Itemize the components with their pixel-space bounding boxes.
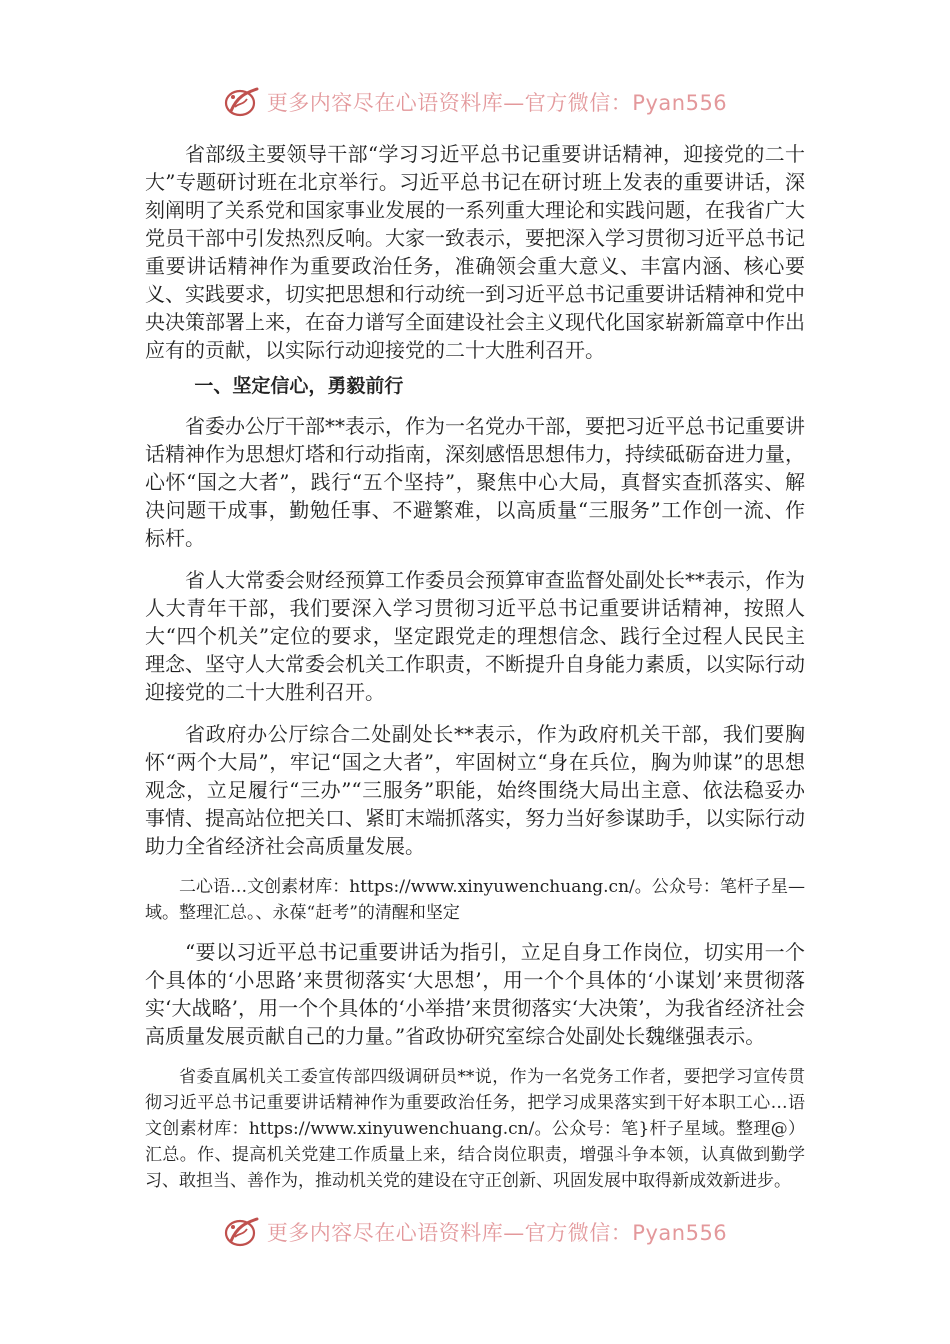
paragraph-quote: “要以习近平总书记重要讲话为指引，立足自身工作岗位，切实用一个个具体的‘小思路’来贯彻落实‘大思想’，用一个个具体的‘小谋划’来贯彻落实‘大战略’，用一个个具体的‘小举措’来贯彻落实‘大决策’，为我省经济社会高质量发展贡献自己的力量。”省政协研究室综合处副处长魏继强表示。 [145, 940, 805, 1048]
paragraph-party-worker: 省委直属机关工委宣传部四级调研员**说，作为一名党务工作者，要把学习宣传贯彻习近平总书记重要讲话精神作为重要政治任务，把学习成果落实到干好本职工心…语文创素材库：https://www.xinyuwenchuang.cn/。公众号：笔}杆子星域。整理@）汇总。作、提高机关党建工作质量上来，结合岗位职责，增强斗争本领，认真做到勤学习、敢担当、善作为，推动机关党的建设在守正创新、巩固发展中取得新成效新进步。 [145, 1067, 805, 1191]
footer-banner [0, 1212, 950, 1252]
banner-text: 更多内容尽在心语资料库—官方微信：Pyan556 [266, 1221, 728, 1245]
paragraph-watermark-line: 二心语…文创素材库：https://www.xinyuwenchuang.cn/。公众号：笔杆子星—域。整理汇总。、永葆“赶考”的清醒和坚定 [145, 877, 805, 923]
header-banner [0, 82, 950, 122]
brush-signature-logo-icon [223, 85, 261, 119]
brush-signature-logo-icon [223, 1215, 261, 1249]
section-heading: 一、坚定信心，勇毅前行 [194, 375, 404, 397]
paragraph-government-cadre: 省政府办公厅综合二处副处长**表示，作为政府机关干部，我们要胸怀“两个大局”，牢记“国之大者”，牢固树立“身在兵位，胸为帅谋”的思想观念，立足履行“三办”“三服务”职能，始终围绕大局出主意、依法稳妥办事情、提高站位把关口、紧盯末端抓落实，努力当好参谋助手，以实际行动助力全省经济社会高质量发展。 [145, 722, 805, 858]
paragraph-office-cadre: 省委办公厅干部**表示，作为一名党办干部，要把习近平总书记重要讲话精神作为思想灯塔和行动指南，深刻感悟思想伟力，持续砥砺奋进力量，心怀“国之大者”，践行“五个坚持”，聚焦中心大局，真督实查抓落实、解决问题干成事，勤勉任事、不避繁难，以高质量“三服务”工作创一流、作标杆。 [145, 414, 805, 550]
article-body [145, 140, 805, 1206]
banner-text: 更多内容尽在心语资料库—官方微信：Pyan556 [266, 91, 728, 115]
intro-paragraph: 省部级主要领导干部“学习习近平总书记重要讲话精神，迎接党的二十大”专题研讨班在北京举行。习近平总书记在研讨班上发表的重要讲话，深刻阐明了关系党和国家事业发展的一系列重大理论和实践问题，在我省广大党员干部中引发热烈反响。大家一致表示，要把深入学习贯彻习近平总书记重要讲话精神作为重要政治任务，准确领会重大意义、丰富内涵、核心要义、实践要求，切实把思想和行动统一到习近平总书记重要讲话精神和党中央决策部署上来，在奋力谱写全面建设社会主义现代化国家崭新篇章中作出应有的贡献，以实际行动迎接党的二十大胜利召开。 [145, 142, 805, 362]
paragraph-npc-cadre: 省人大常委会财经预算工作委员会预算审查监督处副处长**表示，作为人大青年干部，我们要深入学习贯彻习近平总书记重要讲话精神，按照人大“四个机关”定位的要求，坚定跟党走的理想信念、践行全过程人民民主理念、坚守人大常委会机关工作职责，不断提升自身能力素质，以实际行动迎接党的二十大胜利召开。 [145, 568, 805, 704]
